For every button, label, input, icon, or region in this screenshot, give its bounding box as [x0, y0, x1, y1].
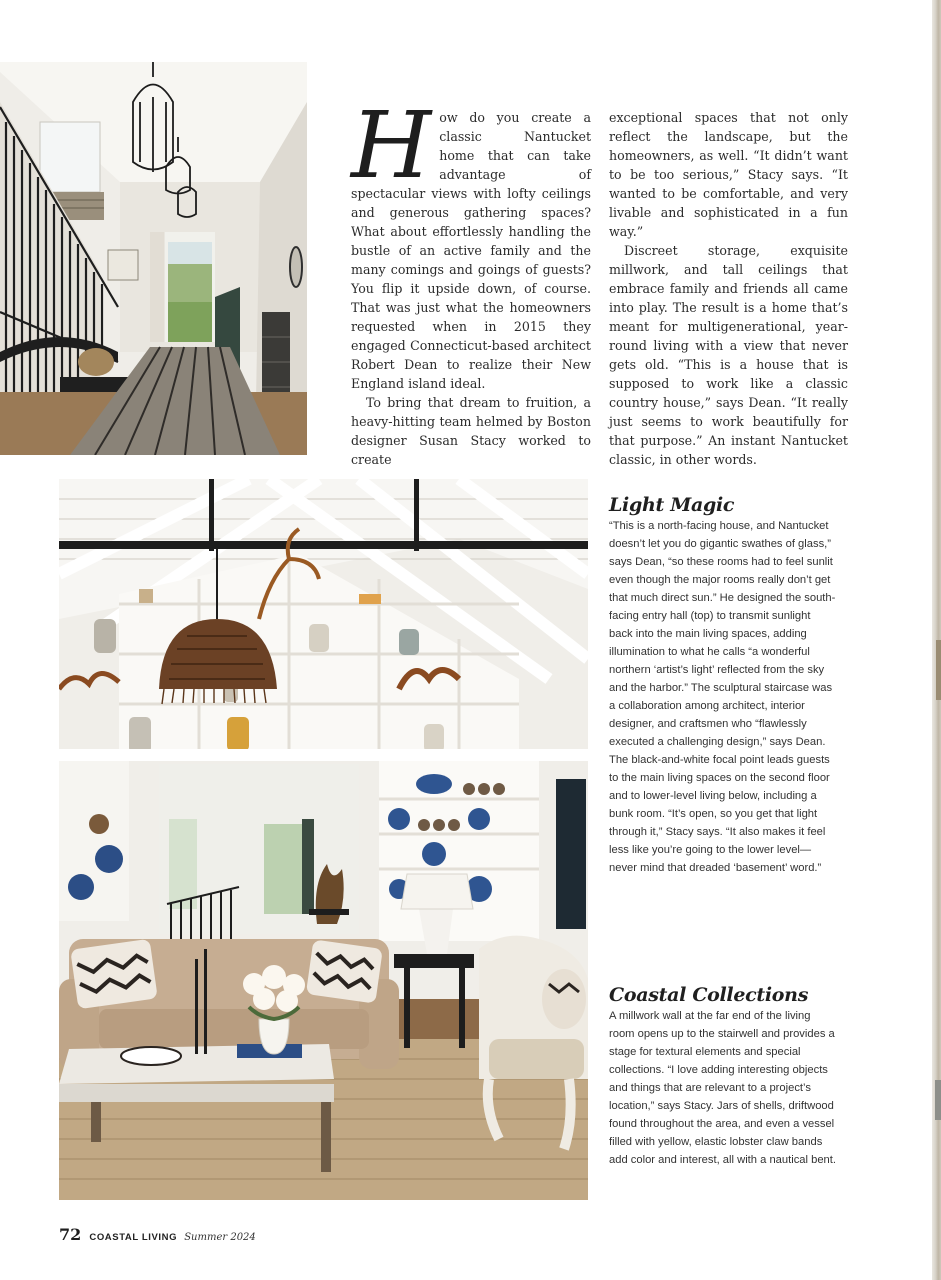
article-column-right: [609, 108, 848, 469]
magazine-name: COASTAL LIVING: [89, 1232, 178, 1243]
article-paragraph-2: To bring that dream to fruition, a heavy-hitting team helmed by Boston designer Susan Stacy worked to create: [351, 395, 591, 467]
page-gutter-detail: [936, 640, 941, 700]
article-column-left: [351, 92, 591, 469]
coastal-collections-sidebar: [609, 983, 837, 1169]
article-paragraph-1-text: ow do you create a classic Nantucket home that can take advantage of spectacular views with lofty ceilings and generous gathering spaces? What about effortlessly handling the bustle of an active family and the many comings and goings of guests? You flip it upside down, of course. That was just what the homeowners requested when in 2015 they engaged Connecticut-based architect Robert Dean to realize their New England island ideal.: [351, 110, 591, 391]
article-paragraph-4: Discreet storage, exquisite millwork, and tall ceilings that embrace family and friends all came into play. The result is a home that’s meant for multigenerational, year-round living with a view that never gets old. “This is a house that is supposed to work like a classic country house,” says Dean. “It really just seems to work beautifully for that purpose.” An instant Nantucket classic, in other words.: [609, 243, 848, 467]
light-magic-heading: Light Magic: [609, 494, 735, 516]
coastal-collections-text: A millwork wall at the far end of the living room opens up to the stairwell and provides a stage for textural elements and special collections. “I love adding interesting objects and things that are relevant to a project’s location,” says Stacy. Jars of shells, driftwood found throughout the area, and even a vessel filled with yellow, elastic lobster claw bands add color and interest, all with a nautical bent.: [609, 1010, 836, 1166]
light-magic-text: “This is a north-facing house, and Nantucket doesn’t let you do gigantic swathes of glass,” says Dean, “so these rooms had to feel sunlit even though the major rooms really don’t get that much direct sun.” He designed the south-facing entry hall (top) to transmit sunlight back into the main living spaces, adding illumination to what he calls “a wonderful northern ‘artist’s light’ reflected from the sky and the harbor.” The sculptural staircase was a collaboration among architect, interior designer, and craftsmen who “flawlessly executed a challenging design,” says Dean. The black-and-white focal point leads guests to the main living spaces on the second floor and to lower-level living below, including a bunk room. “It’s open, so you get that light through it,” Stacy says. “It also makes it feel less like you’re going to the lower level—never mind that dreaded ‘basement’ word.”: [609, 520, 836, 874]
page-gutter-detail: [935, 1080, 941, 1120]
living-room-illustration: [59, 479, 588, 1200]
light-magic-sidebar: [609, 493, 837, 877]
entry-hall-illustration: [0, 62, 307, 455]
entry-hall-photo: [0, 62, 307, 455]
living-room-photo: [59, 479, 588, 1200]
coastal-collections-heading: Coastal Collections: [609, 984, 809, 1006]
issue-date: Summer 2024: [184, 1232, 256, 1243]
article-paragraph-3: exceptional spaces that not only reflect the landscape, but the homeowners, as well. “It didn’t want to be too serious,” Stacy says. “It wanted to be comfortable, and very livable and sophisticated in a fun way.”: [609, 110, 848, 239]
article-paragraph-1: [351, 92, 591, 393]
drop-cap: H: [351, 92, 432, 199]
page-number: 72: [59, 1225, 82, 1244]
folio: [59, 1225, 256, 1244]
